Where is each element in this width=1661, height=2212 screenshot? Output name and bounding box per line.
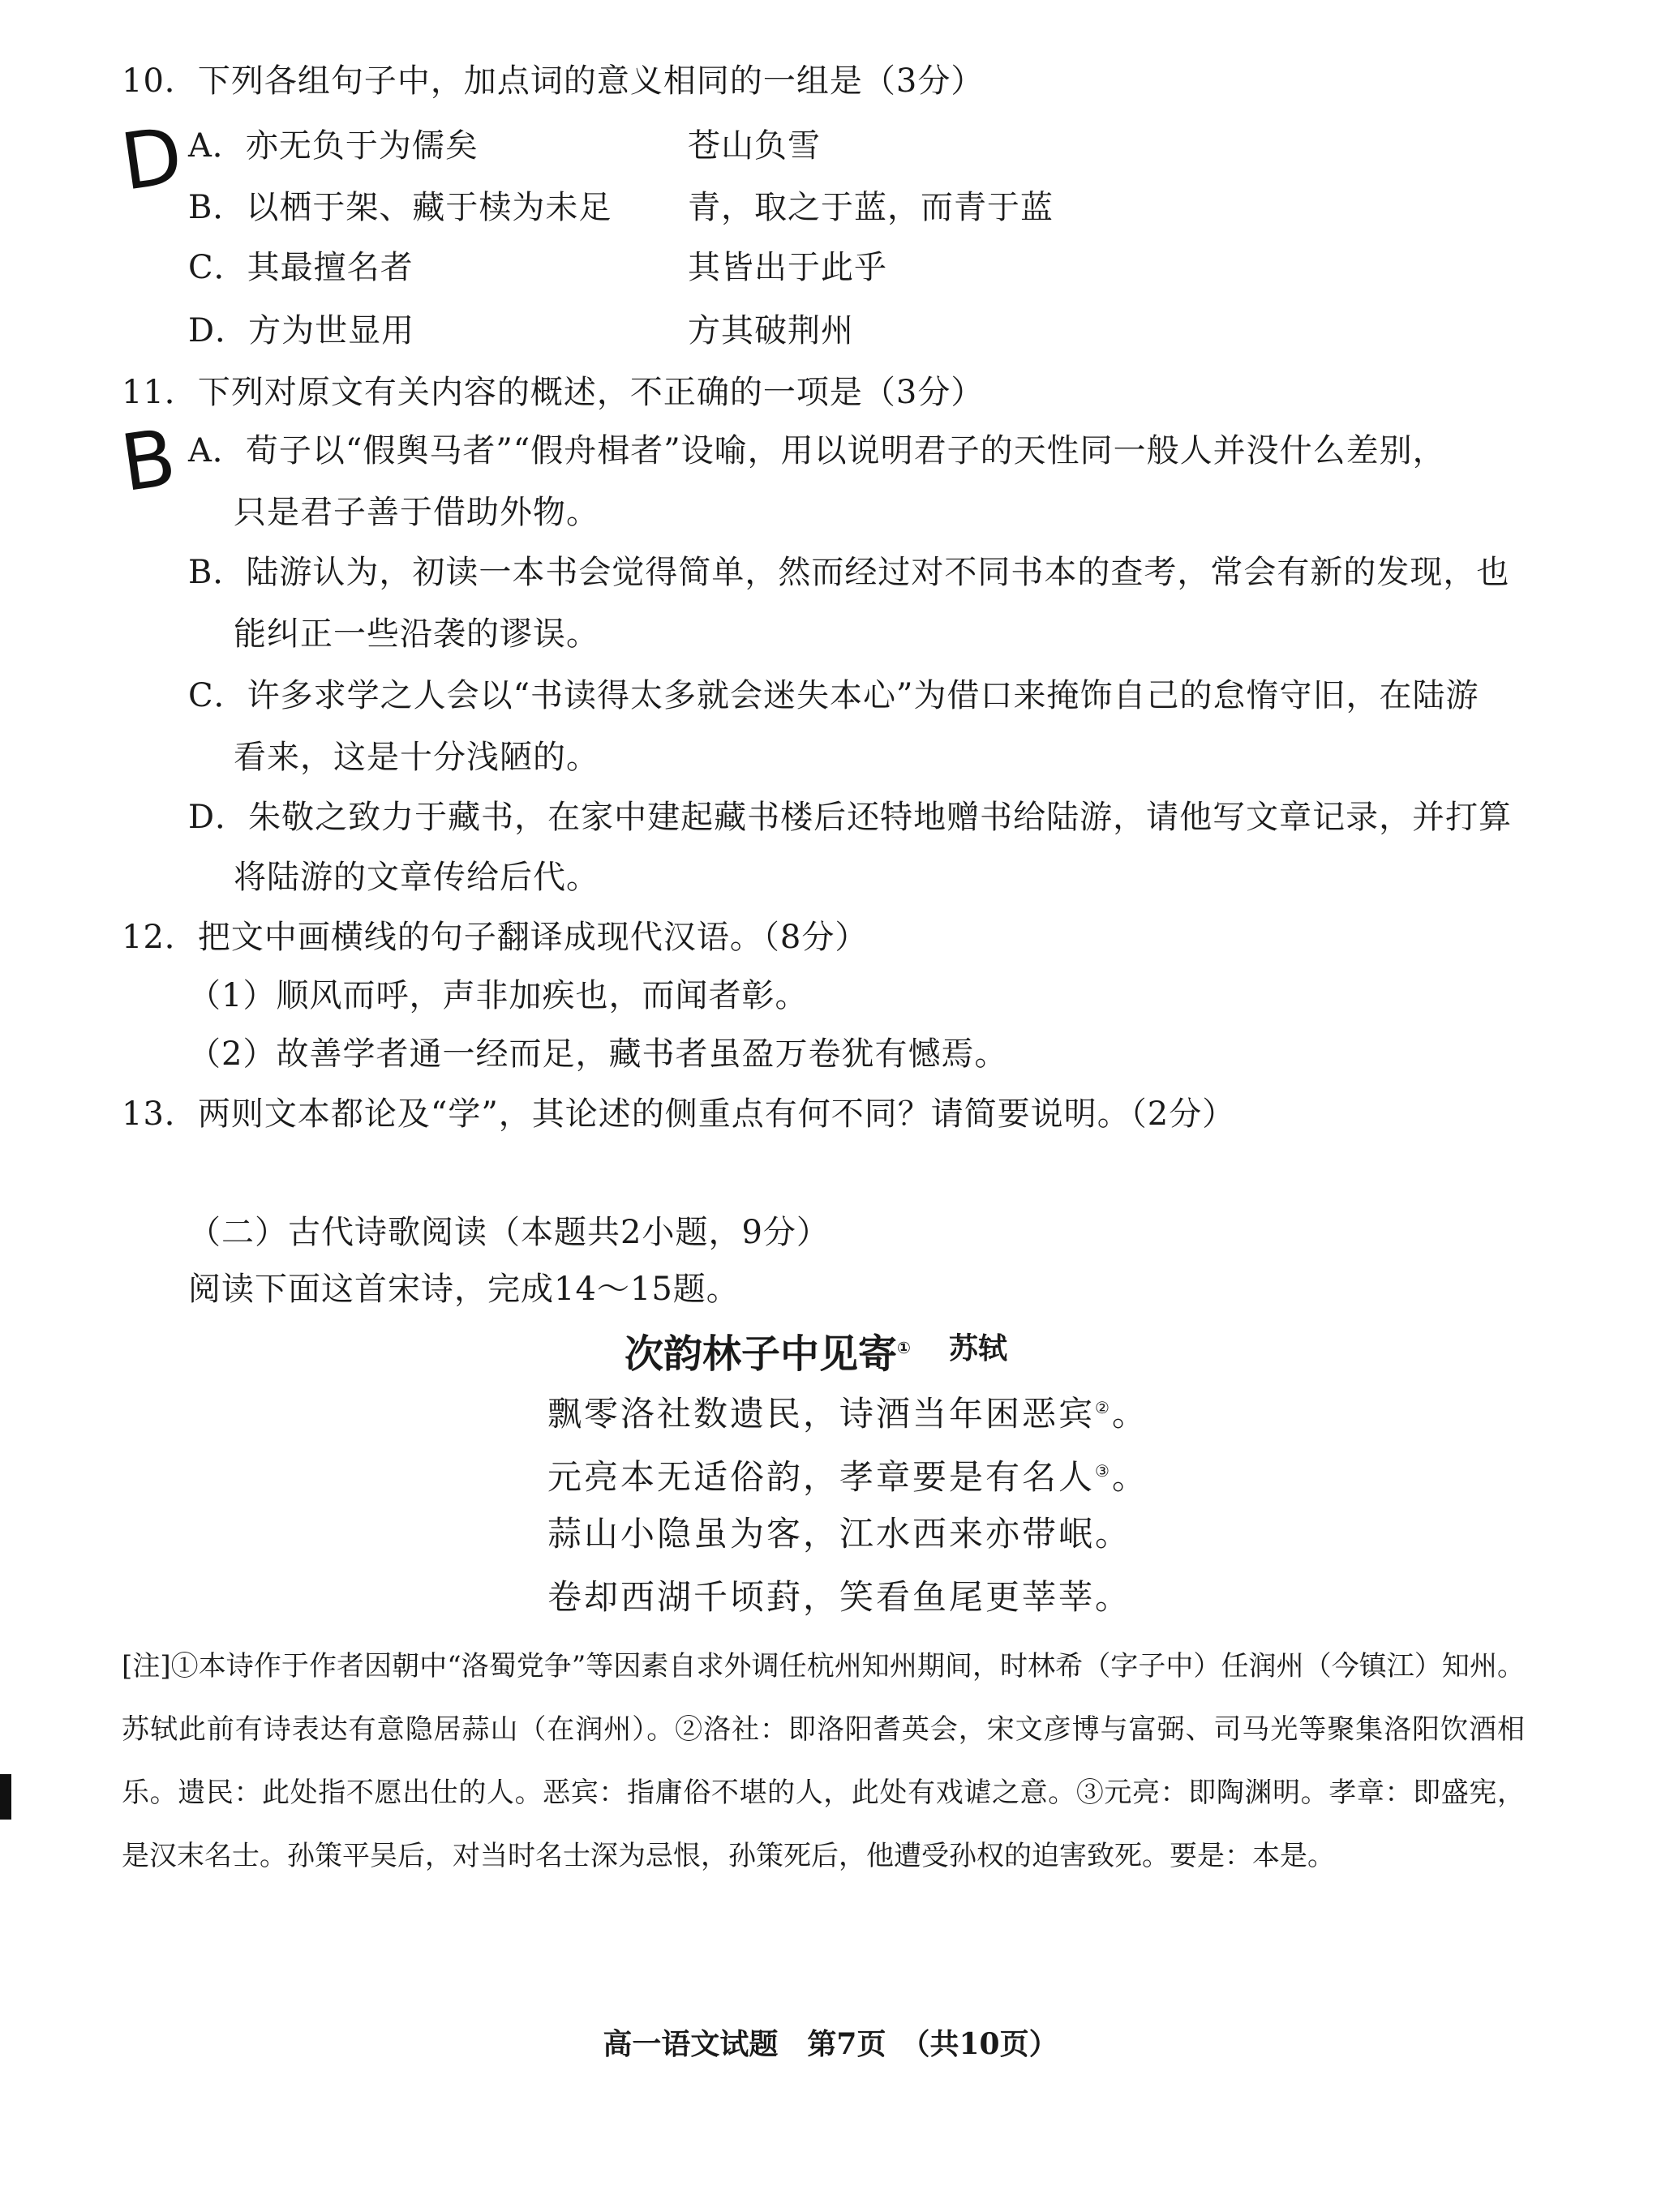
q10-option-d-right: 方其破荆州	[688, 312, 854, 349]
poem-title-note: ①	[897, 1338, 911, 1357]
q12-item-2: （2）故善学者通一经而足，藏书者虽盈万卷犹有憾焉。	[188, 1035, 1008, 1073]
q11-option-a	[188, 428, 1446, 474]
q10-option-c	[188, 245, 414, 290]
poem-line-text: 飘零洛社数遗民，诗酒当年困恶宾	[547, 1394, 1096, 1434]
q11-option-c	[188, 673, 1479, 718]
poem-title	[624, 1323, 911, 1378]
poem-author: 苏轼	[949, 1332, 1008, 1365]
handwritten-answer-q10: D	[115, 109, 188, 208]
option-label: C．	[188, 677, 247, 714]
poem-line-4	[547, 1575, 1131, 1620]
poem-line-2	[547, 1448, 1148, 1500]
poem-notes: [注]①本诗作于作者因朝中“洛蜀党争”等因素自求外调任杭州知州期间，时林希（字子中）任润州（今镇江）知州。苏轼此前有诗表达有意隐居蒜山（在润州）。②洛社：即洛阳耆英会，宋文彦博与富弼、司马光等聚集洛阳饮酒相乐。遗民：此处指不愿出仕的人。恶宾：指庸俗不堪的人，此处有戏谑之意。③元亮：即陶渊明。孝章：即盛宪，是汉末名士。孙策平吴后，对当时名士深为忌恨，孙策死后，他遭受孙权的迫害致死。要是：本是。	[122, 1650, 1525, 1872]
poem-line-end: 。	[1111, 1457, 1148, 1497]
option-left-text: 亦无负于为儒矣	[245, 127, 479, 165]
q13-stem: 13．两则文本都论及“学”，其论述的侧重点有何不同？请简要说明。（2分）	[122, 1095, 1236, 1133]
q11-option-b-cont: 能纠正一些沿袭的谬误。	[234, 615, 599, 653]
poem-line-text: 卷却西湖千顷葑，笑看鱼尾更莘莘。	[547, 1577, 1132, 1617]
q10-option-c-right: 其皆出于此乎	[688, 249, 887, 286]
q11-option-d	[188, 795, 1512, 840]
poem-line-text: 蒜山小隐虽为客，江水西来亦带岷。	[547, 1514, 1132, 1554]
page-footer: 高一语文试题 第7页 （共10页）	[603, 2027, 1058, 2061]
option-label: D．	[188, 312, 249, 349]
q10-option-b	[188, 185, 612, 230]
handwritten-answer-q11: B	[115, 411, 182, 510]
option-label: B．	[188, 554, 247, 591]
option-label: B．	[188, 189, 247, 226]
q11-option-a-cont: 只是君子善于借助外物。	[234, 494, 599, 531]
option-text: 荀子以“假舆马者”“假舟楫者”设喻，用以说明君子的天性同一般人并没什么差别，	[245, 432, 1446, 469]
q11-option-d-cont: 将陆游的文章传给后代。	[234, 859, 599, 896]
option-label: A．	[188, 127, 246, 165]
option-text: 陆游认为，初读一本书会觉得简单，然而经过对不同书本的查考，常会有新的发现，也	[246, 554, 1510, 591]
section2-instruction: 阅读下面这首宋诗，完成14～15题。	[188, 1271, 740, 1308]
option-text: 许多求学之人会以“书读得太多就会迷失本心”为借口来掩饰自己的怠惰守旧，在陆游	[247, 677, 1479, 714]
option-text: 朱敬之致力于藏书，在家中建起藏书楼后还特地赠书给陆游，请他写文章记录，并打算	[248, 799, 1513, 836]
poem-line-end: 。	[1111, 1394, 1148, 1434]
q11-option-b	[188, 550, 1509, 595]
q11-option-c-cont: 看来，这是十分浅陋的。	[234, 739, 599, 776]
poem-line-1	[547, 1385, 1148, 1437]
option-label: C．	[188, 249, 247, 286]
q10-option-a-right: 苍山负雪	[688, 127, 821, 165]
option-left-text: 方为世显用	[248, 312, 415, 349]
poem-line-text: 元亮本无适俗韵，孝章要是有名人	[547, 1457, 1096, 1497]
q12-stem: 12．把文中画横线的句子翻译成现代汉语。（8分）	[122, 919, 869, 956]
q12-item-1: （1）顺风而呼，声非加疾也，而闻者彰。	[188, 977, 809, 1014]
option-left-text: 以栖于架、藏于椟为未足	[246, 189, 612, 226]
poem-title-text: 次韵林子中见寄	[624, 1331, 898, 1377]
q10-option-a	[188, 123, 479, 169]
poem-line-note: ②	[1095, 1398, 1112, 1417]
option-label: A．	[188, 432, 246, 469]
option-left-text: 其最擅名者	[247, 249, 414, 286]
section2-heading: （二）古代诗歌阅读（本题共2小题，9分）	[188, 1214, 830, 1251]
q10-stem: 10．下列各组句子中，加点词的意义相同的一组是（3分）	[122, 62, 985, 100]
scan-edge-mark	[0, 1774, 11, 1820]
q10-option-d	[188, 308, 414, 354]
poem-line-3	[547, 1511, 1131, 1557]
q11-stem: 11．下列对原文有关内容的概述，不正确的一项是（3分）	[122, 374, 985, 411]
poem-line-note: ③	[1095, 1461, 1112, 1481]
option-label: D．	[188, 799, 249, 836]
q10-option-b-right: 青，取之于蓝，而青于蓝	[688, 189, 1054, 226]
